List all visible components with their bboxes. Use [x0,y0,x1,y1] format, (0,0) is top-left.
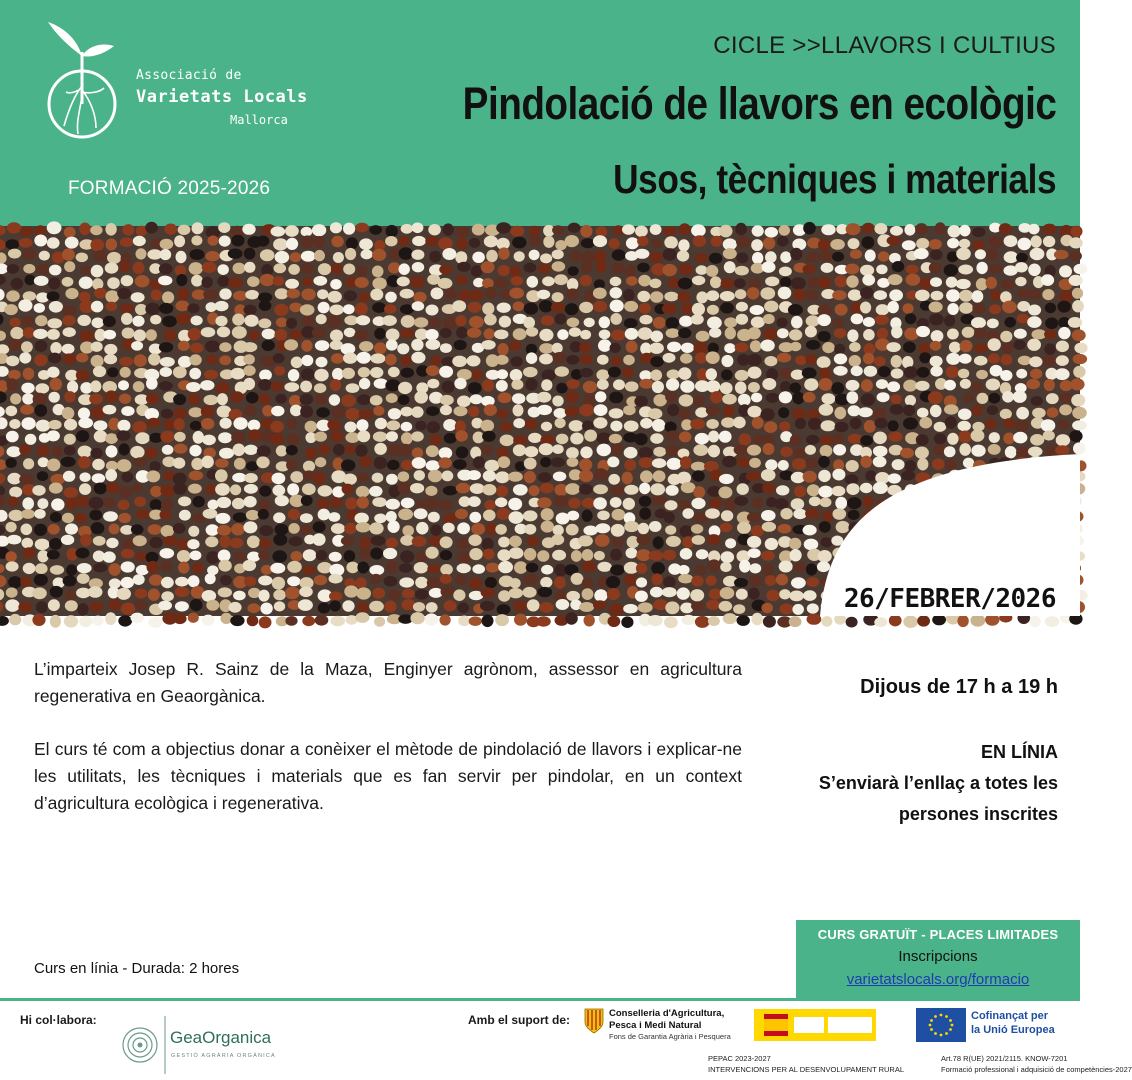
event-note-line1: S’enviarà l’enllaç a totes les [818,773,1058,793]
registration-box [796,920,1080,1000]
description-paragraph-2: El curs té com a objectius donar a conèixer el mètode de pindolació de llavors i explicar-ne les utilitats, les tècniques i materials que es fan servir per pindolar, en un context d’agricultura ecològica i regenerativa. [34,739,742,813]
quinoa-seeds-photo [0,226,1080,616]
footer-divider [0,998,1080,1001]
org-name-line2: Varietats Locals [136,87,308,107]
org-name-line1: Associació de [136,68,242,83]
registration-title: CURS GRATUÏT - PLACES LIMITADES [817,927,1059,942]
collaborator-label: Hi col·labora: [20,1013,97,1027]
description-paragraph-1: L’imparteix Josep R. Sainz de la Maza, Enginyer agrònom, assessor en agricultura regenerativa en Geaorgànica. [34,659,742,706]
conselleria-line2: Pesca i Medi Natural [609,1020,702,1031]
page-subtitle: Usos, tècniques i materials [612,156,1056,202]
sprout-logo-icon [46,16,118,140]
spain-ministry-logo [754,1009,876,1041]
cycle-label: CICLE >>LLAVORS I CULTIUS [713,32,1056,59]
eu-flag-icon [916,1008,966,1042]
registration-subtitle: Inscripcions [898,948,978,965]
event-schedule: Dijous de 17 h a 19 h [860,676,1058,698]
header-banner [0,0,1080,226]
registration-link[interactable]: varietatslocals.org/formacio [846,971,1030,988]
balearic-shield-icon [584,1008,604,1034]
eu-cofinance-line2: la Unió Europea [971,1024,1055,1036]
eu-cofinance-line1: Cofinançat per [971,1010,1049,1022]
conselleria-line3: Fons de Garantia Agrària i Pesquera [609,1032,731,1041]
org-name [136,68,308,127]
collaborator-tagline: GESTIÓ AGRÀRIA ORGÀNICA [171,1053,276,1059]
seed-texture [0,226,1080,616]
formacio-label: FORMACIÓ 2025-2026 [68,178,271,199]
support-label: Amb el suport de: [468,1013,571,1027]
event-date: 26/FEBRER/2026 [843,584,1056,614]
page-title: Pindolació de llavors en ecològic [462,78,1056,129]
org-name-line3: Mallorca [230,113,288,127]
spain-flag-icon [754,1009,876,1041]
event-info [819,672,1058,830]
conselleria-line1: Conselleria d'Agricultura, [609,1008,725,1019]
event-note-line2: persones inscrites [898,804,1058,824]
course-description [34,656,742,817]
collaborator-name: GeaOrganica [170,1028,272,1047]
event-mode: EN LÍNIA [980,742,1058,762]
course-duration: Curs en línia - Durada: 2 hores [34,960,240,977]
